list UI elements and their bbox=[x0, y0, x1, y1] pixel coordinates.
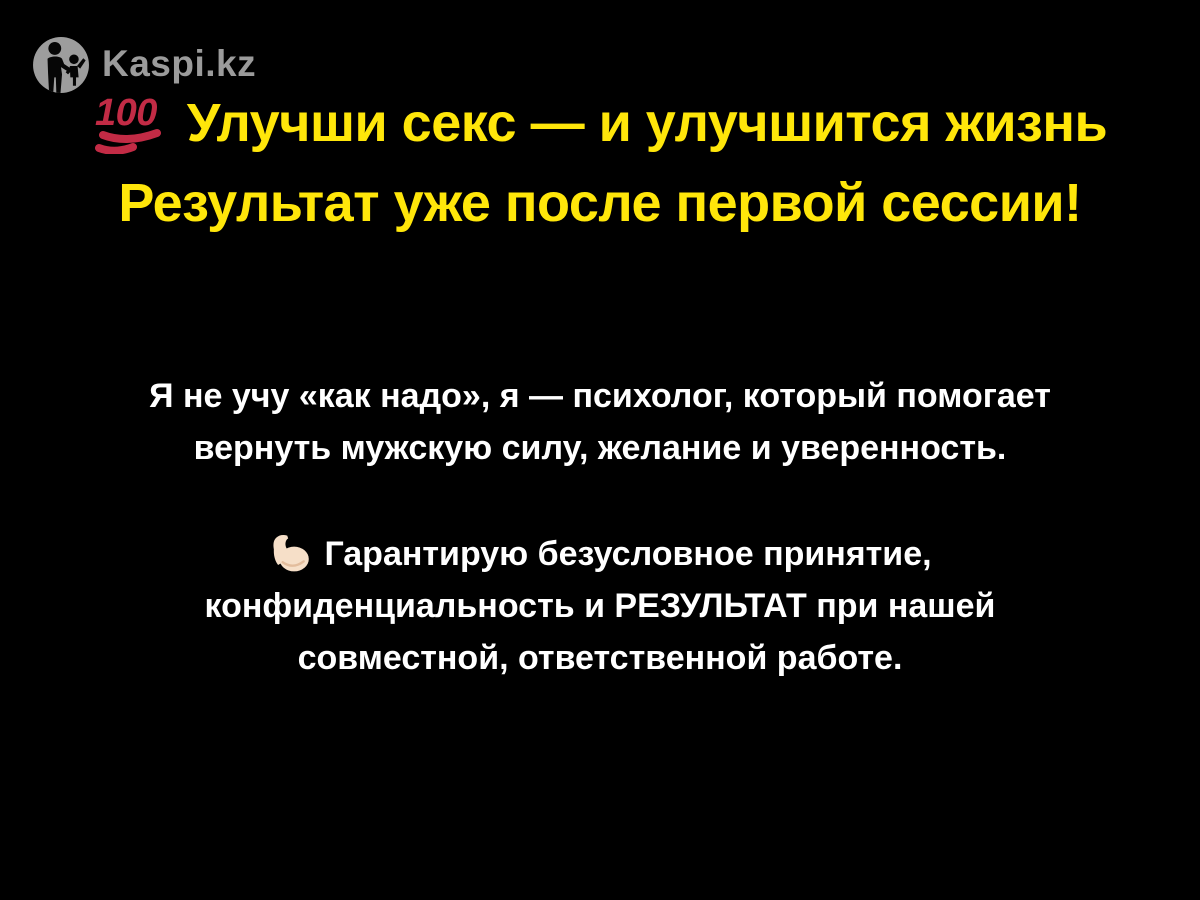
guarantee-line-3: совместной, ответственной работе. bbox=[297, 639, 903, 677]
flexed-biceps-icon bbox=[268, 532, 312, 576]
guarantee-line-1 bbox=[0, 528, 1200, 580]
svg-text:100: 100 bbox=[94, 92, 157, 134]
guarantee-line-2: конфиденциальность и РЕЗУЛЬТАТ при нашей bbox=[204, 587, 996, 625]
headline-line-2: Результат уже после первой сессии! bbox=[118, 173, 1082, 233]
guarantee-text-1: Гарантирую безусловное принятие, bbox=[324, 535, 932, 573]
intro-line-2: вернуть мужскую силу, желание и уверенность. bbox=[193, 429, 1007, 467]
headline bbox=[0, 90, 1200, 236]
kaspi-figures-icon bbox=[32, 36, 90, 94]
brand-logo bbox=[32, 36, 256, 94]
hundred-points-icon bbox=[93, 92, 175, 154]
headline-line-1 bbox=[0, 90, 1200, 156]
brand-wordmark: Kaspi.kz bbox=[102, 42, 257, 84]
intro-paragraph bbox=[0, 370, 1200, 474]
guarantee-paragraph bbox=[0, 528, 1200, 684]
intro-line-1: Я не учу «как надо», я — психолог, который помогает bbox=[149, 377, 1051, 415]
headline-text-1: Улучши секс — и улучшится жизнь bbox=[186, 93, 1108, 153]
